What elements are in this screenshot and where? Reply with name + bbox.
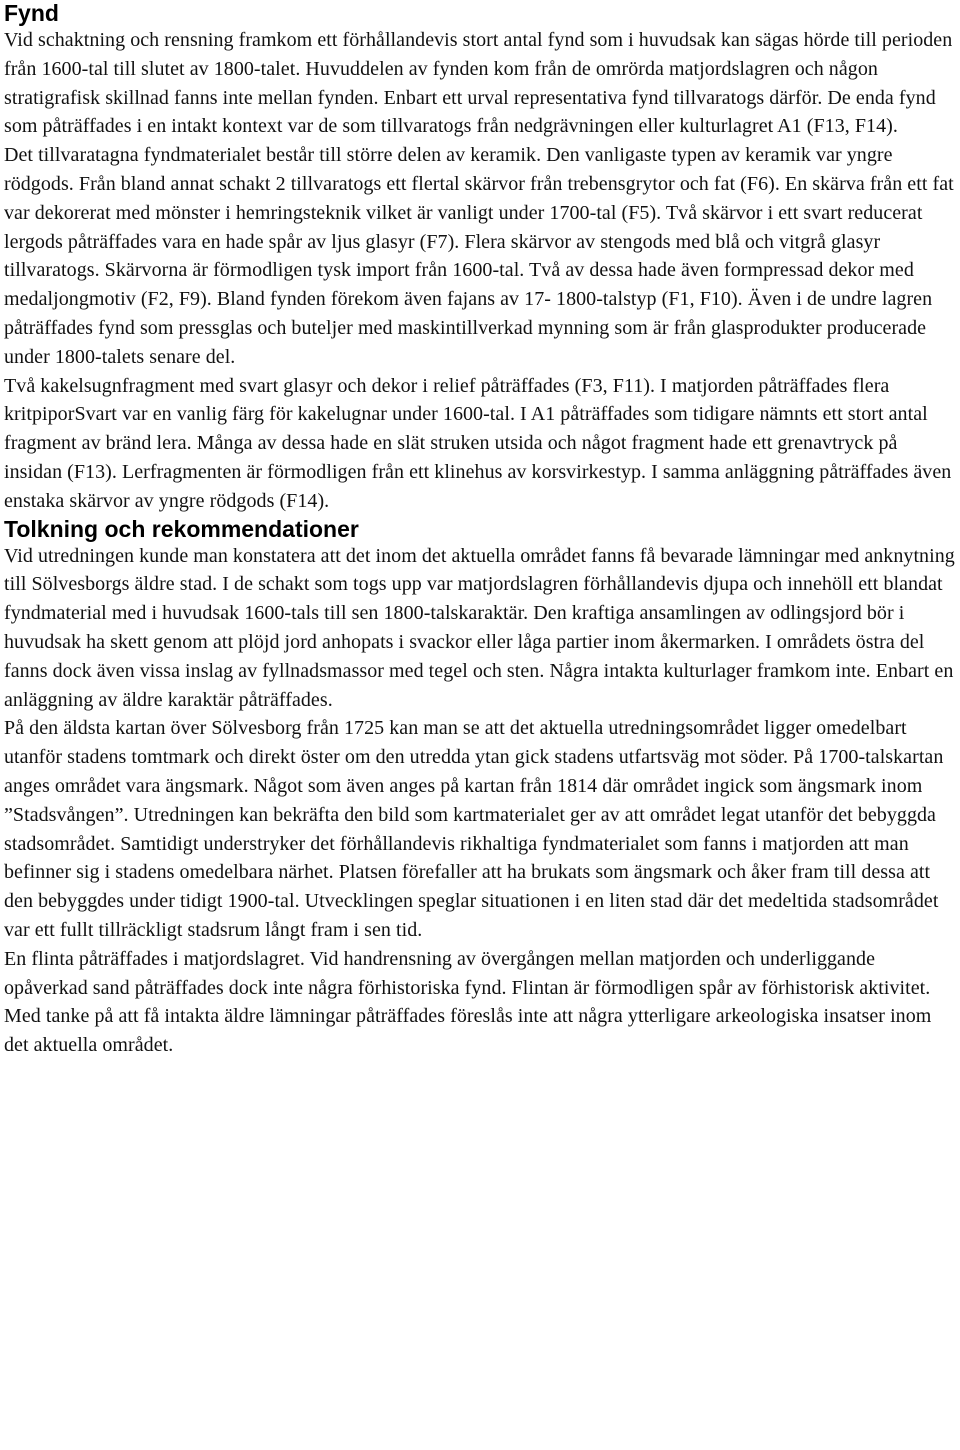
paragraph: En flinta påträffades i matjordslagret. Vid handrensning av övergången mellan matjorden och underliggande opåverkad sand påträffades dock inte några förhistoriska fynd. Flintan är förmodligen spår av förhistorisk aktivitet. xyxy=(4,947,931,999)
paragraph: Två kakelsugnfragment med svart glasyr och dekor i relief påträffades (F3, F11). I matjorden påträffades flera kritpiporSvart var en vanlig färg för kakelugnar under 1600-tal. I A1 påträffades som tidigare nämnts ett stort antal fragment av bränd lera. Många av dessa hade en slät struken utsida och något fragment hade ett grenavtryck på insidan (F13). Lerfragmenten är förmodligen från ett klinehus av korsvirkestyp. I samma anläggning påträffades även enstaka skärvor av yngre rödgods (F14). xyxy=(4,374,952,512)
section-heading: Tolkning och rekommendationer xyxy=(4,515,359,542)
section-tolkning xyxy=(4,516,956,1060)
paragraph: Vid utredningen kunde man konstatera att det inom det aktuella området fanns få bevarade lämningar med anknytning till Sölvesborgs äldre stad. I de schakt som togs upp var matjordslagren förhållandevis djupa och innehöll ett blandat fyndmaterial med i huvudsak 1600-tals till sen 1800-talskaraktär. Den kraftiga ansamlingen av odlingsjord bör i huvudsak ha skett genom att plöjd jord anhopats i svackor eller låga partier inom åkermarken. I områdets östra del fanns dock även vissa inslag av fyllnadsmassor med tegel och sten. Några intakta kulturlager framkom inte. Enbart en anläggning av äldre karaktär påträffades. xyxy=(4,544,955,711)
section-heading: Fynd xyxy=(4,0,59,26)
section-fynd xyxy=(4,0,956,516)
paragraph: Vid schaktning och rensning framkom ett förhållandevis stort antal fynd som i huvudsak kan sägas hörde till perioden från 1600-tal till slutet av 1800-talet. Huvuddelen av fynden kom från de omrörda matjordslagren och någon stratigrafisk skillnad fanns inte mellan fynden. Enbart ett urval representativa fynd tillvaratogs därför. De enda fynd som påträffades i en intakt kontext var de som tillvaratogs från nedgrävningen eller kulturlagret A1 (F13, F14). xyxy=(4,29,953,138)
paragraph: Det tillvaratagna fyndmaterialet består till större delen av keramik. Den vanligaste typen av keramik var yngre rödgods. Från bland annat schakt 2 tillvaratogs ett flertal skärvor från trebensgrytor och fat (F6). En skärva från ett fat var dekorerat med mönster i hemringsteknik vilket är vanligt under 1700-tal (F5). Två skärvor i ett svart reducerat lergods påträffades vara en hade spår av ljus glasyr (F7). Flera skärvor av stengods med blå och vitgrå glasyr tillvaratogs. Skärvorna är förmodligen tysk import från 1600-tal. Två av dessa hade även formpressad dekor med medaljongmotiv (F2, F9). Bland fynden förekom även fajans av 17- 1800-talstyp (F1, F10). Även i de undre lagren påträffades fynd som pressglas och buteljer med maskintillverkad mynning som är från glasprodukter producerade under 1800-talets senare del. xyxy=(4,144,954,368)
paragraph: På den äldsta kartan över Sölvesborg från 1725 kan man se att det aktuella utredningsområdet ligger omedelbart utanför stadens tomtmark och direkt öster om den utredda ytan gick stadens utfartsväg mot söder. På 1700-talskartan anges området vara ängsmark. Något som även anges på kartan från 1814 där området ingick som ängsmark inom ”Stadsvången”. Utredningen kan bekräfta den bild som kartmaterialet ger av att området legat utanför det bebyggda stadsområdet. Samtidigt understryker det förhållandevis rikhaltiga fyndmaterialet som fanns i matjorden att man befinner sig i stadens omedelbara närhet. Platsen förefaller att ha brukats som ängsmark och åker fram till dessa att den bebyggdes under tidigt 1900-tal. Utvecklingen speglar situationen i en liten stad där det medeltida stadsområdet var ett fullt tillräckligt stadsrum långt fram i sen tid. xyxy=(4,717,944,941)
document-page xyxy=(4,0,956,1060)
paragraph: Med tanke på att få intakta äldre lämningar påträffades föreslås inte att några ytterligare arkeologiska insatser inom det aktuella området. xyxy=(4,1005,932,1057)
